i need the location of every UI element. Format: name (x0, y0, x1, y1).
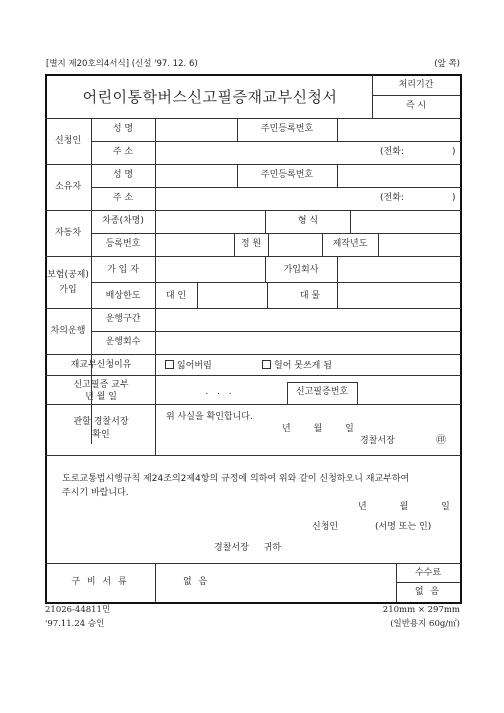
police-confirm-signer: 경찰서장 (360, 436, 395, 446)
applicant-address-label: 주 소 (112, 147, 134, 157)
applicant-section-label: 신청인 (54, 136, 82, 146)
reissue-option-damaged[interactable]: 헐어 못쓰게 됨 (262, 360, 332, 371)
insurance-section-label-2: 가입 (59, 285, 77, 295)
insurance-property-field[interactable] (338, 283, 459, 307)
documents-label: 구 비 서 류 (71, 577, 129, 587)
declaration-recipient: 경찰서장 귀하 (214, 543, 282, 553)
insurance-subscriber-label: 가 입 자 (107, 265, 139, 275)
vehicle-capacity-field[interactable] (269, 234, 321, 255)
vehicle-type-field[interactable] (351, 211, 459, 232)
footer-paper: (일반용지 60g/㎡) (390, 619, 460, 629)
applicant-phone-label: (전화: (380, 147, 404, 157)
operation-route-field[interactable] (156, 309, 459, 330)
applicant-phone-field[interactable] (410, 142, 450, 163)
declaration-date: 년 월 일 (358, 502, 450, 512)
vehicle-capacity-label: 정 원 (240, 239, 262, 249)
vehicle-reg-field[interactable] (156, 234, 233, 255)
documents-value: 없 음 (183, 577, 210, 587)
issue-date-label-2: 년 월 일 (85, 392, 117, 402)
vehicle-model-label: 차종(차명) (102, 216, 144, 226)
footer-form-no: 21026-44811민 (45, 605, 111, 615)
owner-phone-label: (전화: (380, 193, 404, 203)
form-reference: [별지 제20호의4서식] (신설 '97. 12. 6) (46, 59, 198, 69)
insurance-company-field[interactable] (338, 257, 459, 281)
applicant-name-field[interactable] (156, 119, 236, 140)
owner-id-field[interactable] (338, 165, 459, 186)
cert-no-label: 신고필증번호 (295, 387, 349, 397)
form-title: 어린이통학버스신고필증재교부신청서 (82, 88, 338, 106)
vehicle-section-label: 자동차 (54, 228, 82, 238)
vehicle-reg-label: 등록번호 (105, 239, 141, 249)
applicant-id-label: 주민등록번호 (260, 124, 314, 134)
vehicle-model-field[interactable] (156, 211, 264, 232)
declaration-sign: (서명 또는 인) (375, 522, 432, 532)
operation-count-label: 운행회수 (105, 337, 141, 347)
owner-address-label: 주 소 (112, 193, 134, 203)
processing-period-label: 처리기간 (398, 80, 434, 90)
damaged-checkbox[interactable] (262, 360, 271, 369)
operation-count-field[interactable] (156, 332, 459, 353)
declaration-text-1: 도로교통법시행규칙 제24조의2제4항의 규정에 의하여 위와 같이 신청하오니 재교부하여 (62, 474, 410, 484)
issue-date-label-1: 신고필증 교부 (73, 380, 129, 390)
owner-id-label: 주민등록번호 (260, 170, 314, 180)
vehicle-year-field[interactable] (379, 234, 459, 255)
cert-no-field[interactable] (358, 383, 459, 403)
reissue-reason-label: 재교부신청이유 (70, 360, 132, 370)
declaration-applicant: 신청인 (312, 522, 339, 532)
insurance-section-label-1: 보험(공제) (47, 270, 89, 280)
police-seal: ㊞ (436, 435, 446, 446)
police-confirm-label-2: 확인 (92, 430, 110, 440)
police-confirm-label-1: 관할 경찰서장 (73, 417, 129, 427)
page-label: (앞 쪽) (434, 59, 460, 69)
insurance-person-field[interactable] (198, 283, 266, 307)
applicant-id-field[interactable] (338, 119, 459, 140)
footer-approval: '97.11.24 승인 (45, 619, 105, 629)
declaration-text-2: 주시기 바랍니다. (62, 488, 129, 498)
footer-size: 210mm × 297mm (382, 605, 460, 615)
owner-section-label: 소유자 (54, 182, 82, 192)
applicant-address-field[interactable] (156, 142, 376, 163)
insurance-subscriber-field[interactable] (156, 257, 264, 281)
insurance-property-label: 대 물 (299, 291, 321, 301)
vehicle-type-label: 형 식 (297, 216, 319, 226)
fee-value: 없 음 (414, 587, 442, 597)
vehicle-year-label: 제작년도 (332, 239, 368, 249)
applicant-phone-close: ) (452, 147, 456, 157)
owner-name-label: 성 명 (112, 170, 134, 180)
lost-checkbox[interactable] (165, 360, 174, 369)
operation-route-label: 운행구간 (105, 314, 141, 324)
processing-period-value: 즉 시 (405, 101, 427, 111)
insurance-company-label: 가입회사 (283, 265, 319, 275)
owner-phone-close: ) (452, 193, 456, 203)
owner-name-field[interactable] (156, 165, 236, 186)
police-confirm-date: 년 월 일 (282, 424, 354, 434)
applicant-name-label: 성 명 (112, 124, 134, 134)
owner-address-field[interactable] (156, 188, 376, 209)
fee-label: 수수료 (414, 568, 442, 578)
owner-phone-field[interactable] (410, 188, 450, 209)
police-confirm-statement: 위 사실을 확인합니다. (166, 412, 253, 422)
insurance-limit-label: 배상한도 (105, 291, 141, 301)
operation-section-label: 차의운행 (50, 326, 86, 336)
reissue-option-lost[interactable]: 잃어버림 (165, 360, 212, 371)
issue-date-dots: . . . (205, 387, 235, 397)
insurance-person-label: 대 인 (165, 291, 187, 301)
